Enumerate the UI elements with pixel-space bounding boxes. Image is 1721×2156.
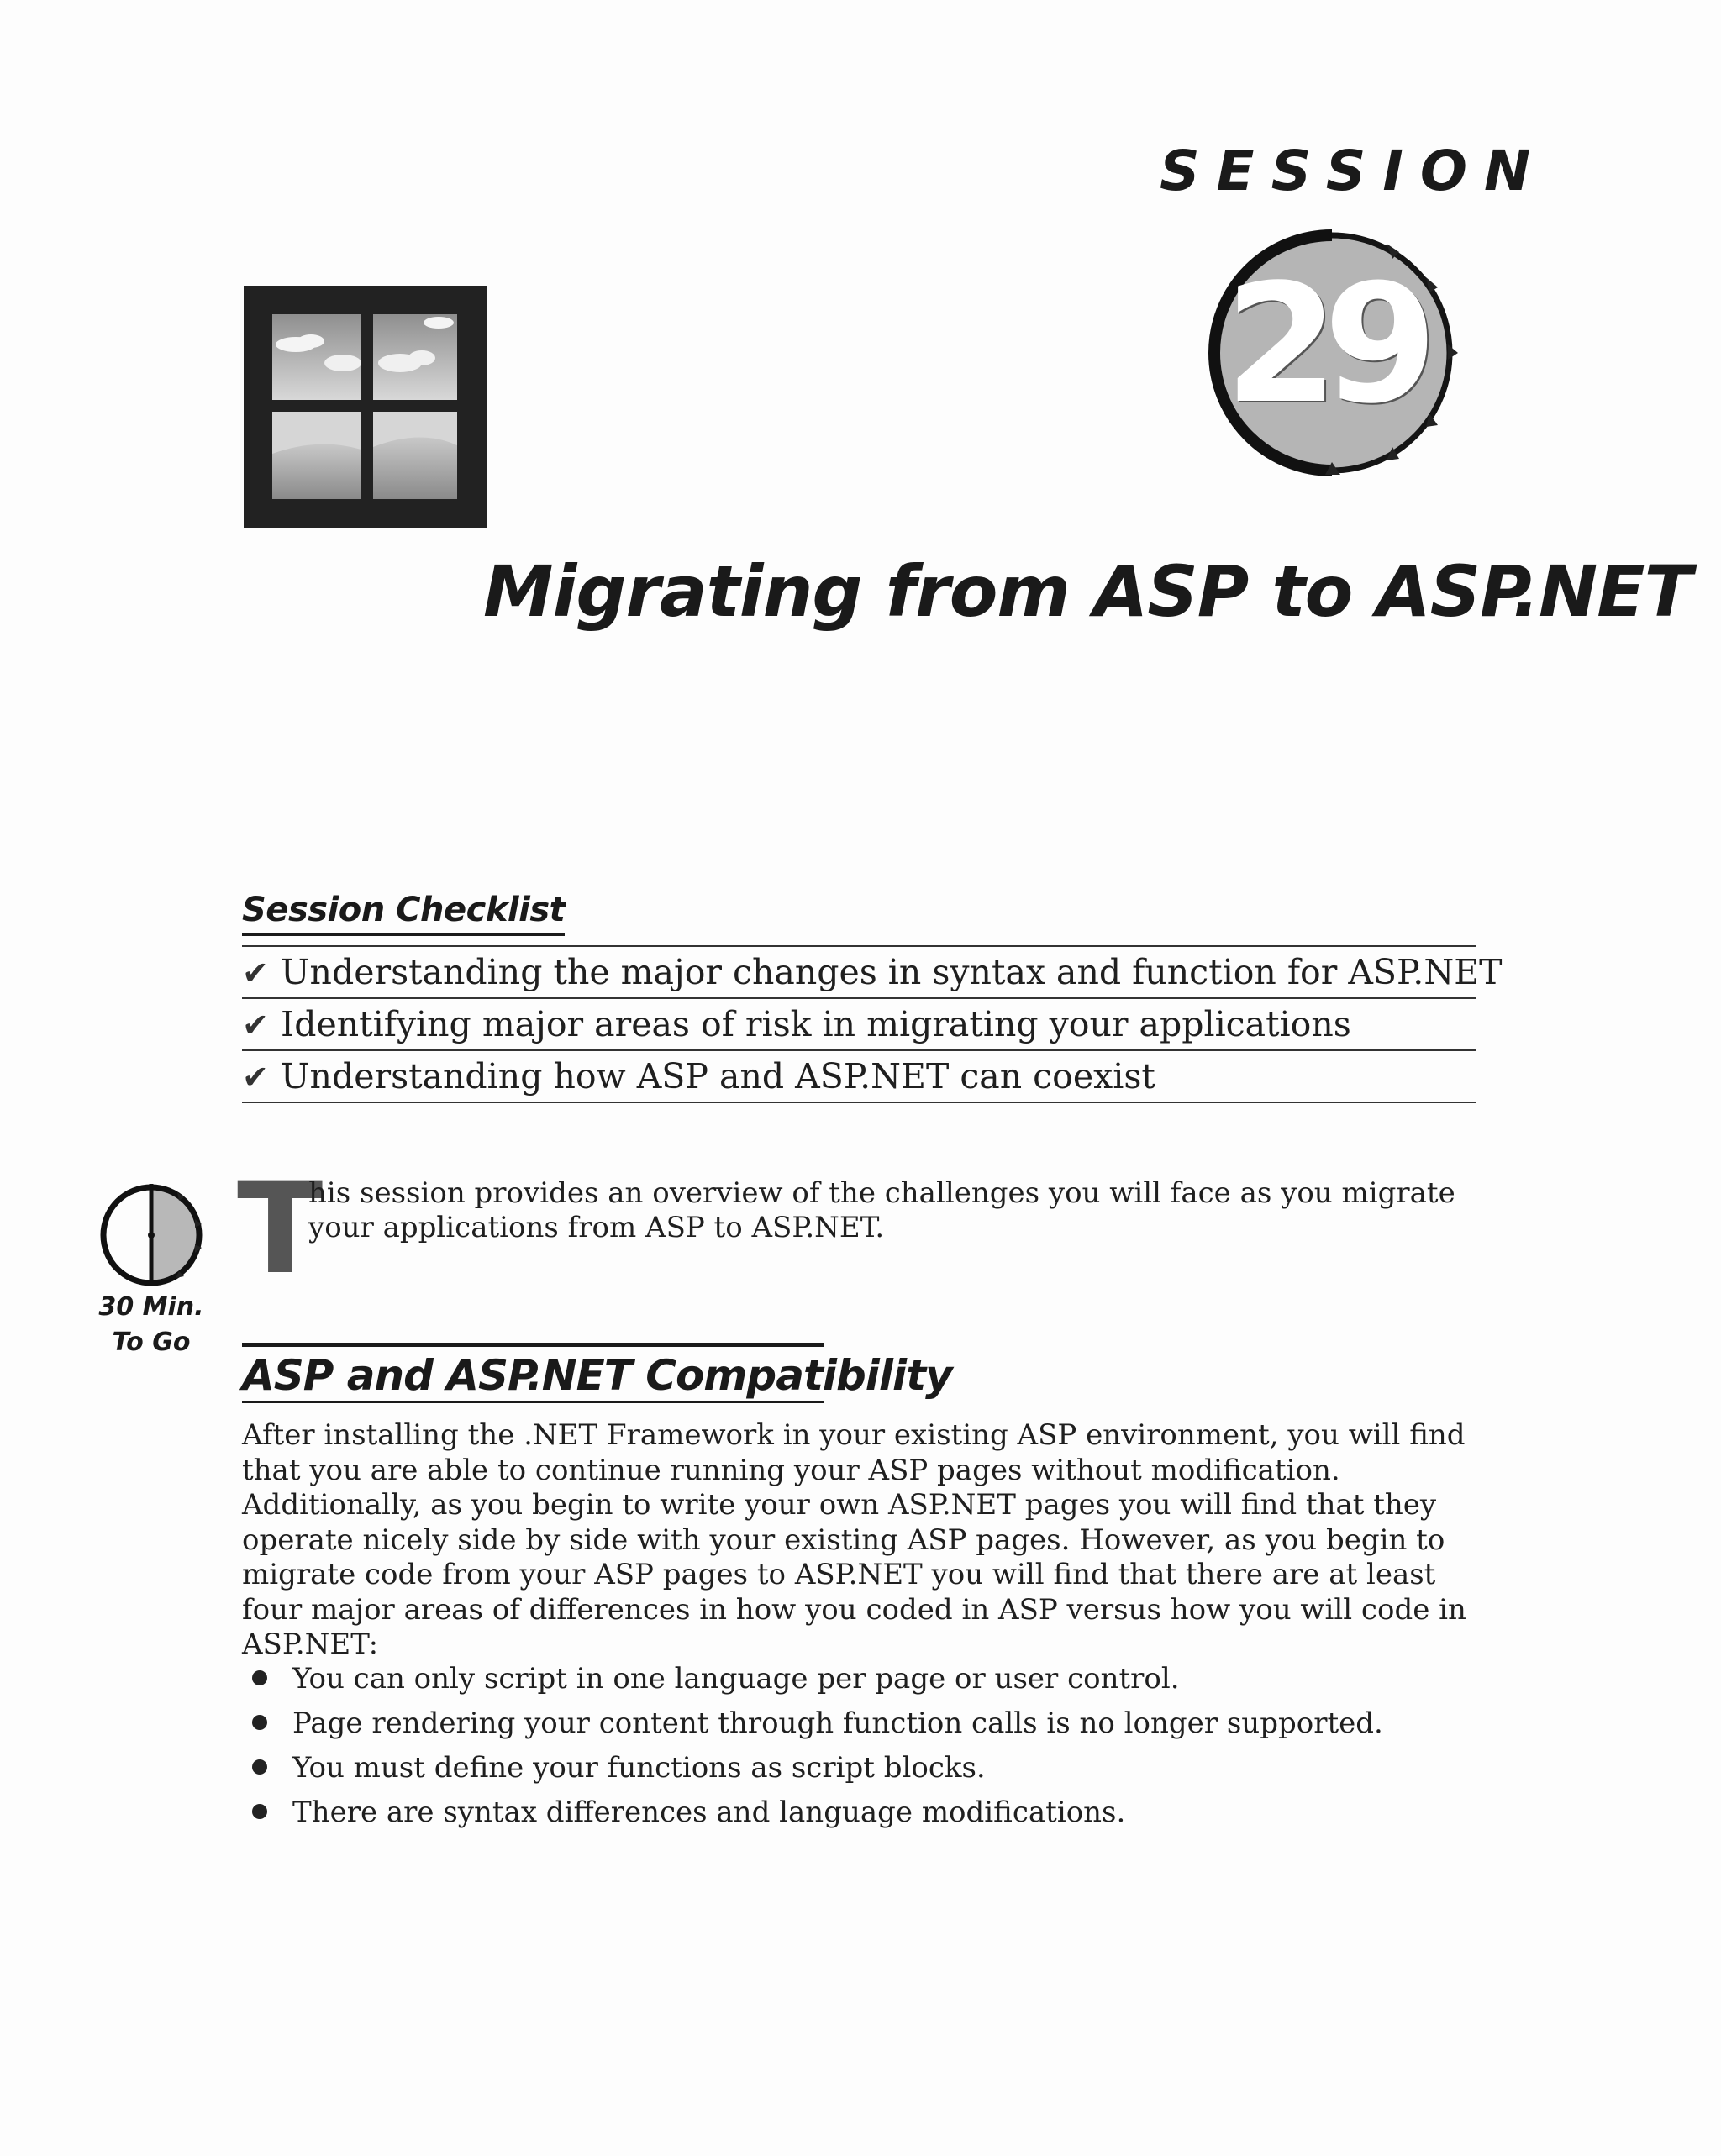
section-heading: ASP and ASP.NET Compatibility bbox=[242, 1351, 824, 1403]
checklist-item bbox=[242, 1051, 1476, 1103]
checklist-item bbox=[242, 999, 1476, 1051]
list-item-text: Page rendering your content through function calls is no longer supported. bbox=[292, 1706, 1383, 1740]
window-icon bbox=[244, 286, 487, 528]
checklist-item-text: Understanding the major changes in syntax and function for ASP.NET bbox=[281, 952, 1503, 992]
list-item-text: You must define your functions as script blocks. bbox=[292, 1751, 986, 1785]
bullet-icon bbox=[252, 1804, 267, 1819]
list-item bbox=[252, 1791, 1471, 1835]
bullet-icon bbox=[252, 1759, 267, 1775]
session-number: 29 bbox=[1224, 249, 1423, 439]
time-remaining-note bbox=[92, 1290, 210, 1360]
list-item bbox=[252, 1701, 1471, 1746]
checkmark-icon: ✔ bbox=[242, 1059, 269, 1096]
intro-paragraph: his session provides an overview of the challenges you will face as you migrate your applications from ASP to ASP.NET. bbox=[308, 1176, 1455, 1244]
checklist-item-text: Understanding how ASP and ASP.NET can coexist bbox=[281, 1056, 1155, 1096]
session-label: SESSION bbox=[1160, 139, 1548, 203]
list-item-text: You can only script in one language per page or user control. bbox=[292, 1662, 1180, 1696]
body-paragraph: After installing the .NET Framework in your existing ASP environment, you will find that you are able to continue running your ASP pages without modification. Additionally, as you begin to write your own ASP.NET pages you will find that they operate nicely side by side with your existing ASP pages. However, as you begin to migrate code from your ASP pages to ASP.NET you will find that there are at least four major areas of differences in how you coded in ASP versus how you will code in ASP.NET: bbox=[242, 1418, 1466, 1661]
timer-icon bbox=[97, 1181, 206, 1290]
checklist-item bbox=[242, 947, 1503, 999]
differences-list bbox=[252, 1657, 1471, 1835]
list-item bbox=[252, 1746, 1471, 1791]
checklist-heading: Session Checklist bbox=[242, 891, 565, 936]
section-rule bbox=[242, 1343, 824, 1347]
checkmark-icon: ✔ bbox=[242, 954, 269, 991]
time-remaining-label: To Go bbox=[112, 1328, 191, 1357]
list-item-text: There are syntax differences and language modifications. bbox=[292, 1796, 1126, 1829]
drop-cap: T bbox=[237, 1156, 324, 1302]
checklist-item-text: Identifying major areas of risk in migrating your applications bbox=[281, 1004, 1351, 1044]
chapter-title: Migrating from ASP to ASP.NET bbox=[483, 550, 1692, 633]
checkmark-icon: ✔ bbox=[242, 1007, 269, 1044]
session-checklist bbox=[242, 945, 1503, 1103]
list-item bbox=[252, 1657, 1471, 1701]
bullet-icon bbox=[252, 1715, 267, 1730]
bullet-icon bbox=[252, 1670, 267, 1685]
time-remaining-minutes: 30 Min. bbox=[98, 1292, 204, 1322]
